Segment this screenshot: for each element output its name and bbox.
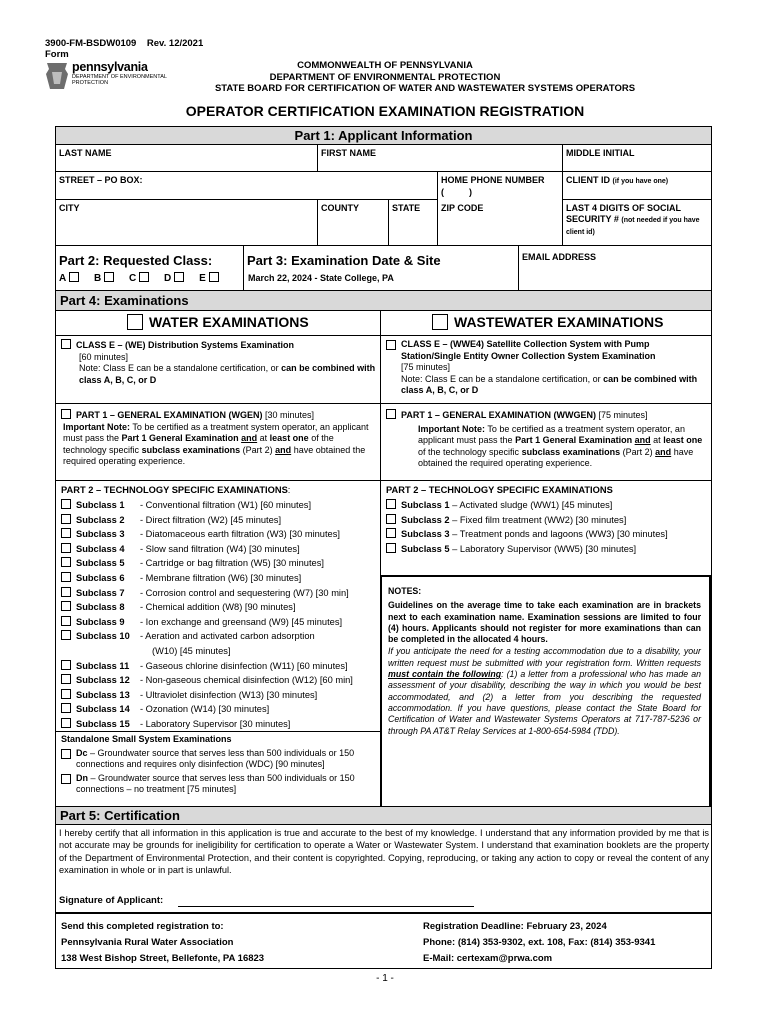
water-subclass-row[interactable]: Subclass 14 - Ozonation (W14) [30 minutes] — [61, 702, 379, 717]
dc-exam[interactable]: Dc – Groundwater source that serves less than 500 individuals or 150 connections and requires only disinfection (WDC) [90 minutes] — [61, 748, 377, 771]
water-subclass-row[interactable]: Subclass 6 - Membrane filtration (W6) [30 minutes] — [61, 571, 379, 586]
part2-header: Part 2: Requested Class: — [59, 253, 213, 268]
water-subclass-row[interactable]: Subclass 9 - Ion exchange and greensand (W9) [45 minutes] — [61, 615, 379, 630]
logo-wordmark: pennsylvania — [72, 60, 148, 74]
wastewater-subclass-row[interactable]: Subclass 5 – Laboratory Supervisor (WW5) [30 minutes] — [386, 542, 708, 557]
class-c-checkbox[interactable] — [139, 272, 149, 282]
water-subclass-row[interactable]: Subclass 15 - Laboratory Supervisor [30 minutes] — [61, 717, 379, 732]
part1-header: Part 1: Applicant Information — [56, 127, 711, 144]
water-class-e-checkbox[interactable] — [61, 339, 71, 349]
part3-header: Part 3: Examination Date & Site — [247, 253, 441, 268]
water-part1-general: PART 1 – GENERAL EXAMINATION (WGEN) [30 minutes] Important Note: To be certified as a treatment system operator, an applicant must pass the Part 1 General Examination and at least one of the technology specific subclass examinations (Part 2) and have obtained the required operating experience. — [63, 410, 369, 466]
water-subclass-row[interactable]: Subclass 12 - Non-gaseous chemical disinfection (W12) [60 min] — [61, 673, 379, 688]
wastewater-wwgen-checkbox[interactable] — [386, 409, 396, 419]
wastewater-part1-general: PART 1 – GENERAL EXAMINATION (WWGEN) [75 minutes] Important Note: To be certified as a treatment system operator, an applicant must pass the Part 1 General Examination and at least one of the technology specific subclass examinations (Part 2) and have obtained the required operating experience. — [386, 409, 708, 470]
wastewater-exams-header: WASTEWATER EXAMINATIONS — [432, 314, 663, 330]
signature-line[interactable] — [178, 906, 474, 907]
class-b-checkbox[interactable] — [104, 272, 114, 282]
subclass-10-cont: (W10) [45 minutes] — [152, 645, 231, 656]
form-code: 3900-FM-BSDW0109 Rev. 12/2021 — [45, 38, 204, 49]
class-a-checkbox[interactable] — [69, 272, 79, 282]
form-title: OPERATOR CERTIFICATION EXAMINATION REGISTRATION — [185, 103, 585, 119]
dn-exam[interactable]: Dn – Groundwater source that serves less than 500 individuals or 150 connections – no treatment [75 minutes] — [61, 773, 377, 796]
class-d-checkbox[interactable] — [174, 272, 184, 282]
water-subclass-row[interactable]: Subclass 4 - Slow sand filtration (W4) [30 minutes] — [61, 542, 379, 557]
class-checkboxes: A B C D E — [59, 272, 224, 284]
logo-dept: DEPARTMENT OF ENVIRONMENTAL PROTECTION — [72, 74, 167, 86]
water-exams-header: WATER EXAMINATIONS — [127, 314, 309, 330]
water-part2-title: PART 2 – TECHNOLOGY SPECIFIC EXAMINATIONS: — [61, 485, 291, 495]
water-subclass-row[interactable]: Subclass 13 - Ultraviolet disinfection (W13) [30 minutes] — [61, 688, 379, 703]
wastewater-subclass-row[interactable]: Subclass 3 – Treatment ponds and lagoons (WW3) [30 minutes] — [386, 527, 708, 542]
water-subclass-list — [61, 498, 379, 732]
water-subclass-row[interactable]: Subclass 3 - Diatomaceous earth filtration (W3) [30 minutes] — [61, 527, 379, 542]
ssn-label: LAST 4 DIGITS OF SOCIAL SECURITY # (not needed if you have client id) — [566, 203, 700, 236]
phone-area-code: ( ) — [441, 187, 472, 197]
water-wgen-checkbox[interactable] — [61, 409, 71, 419]
water-subclass-row[interactable]: Subclass 5 - Cartridge or bag filtration (W5) [30 minutes] — [61, 556, 379, 571]
wastewater-class-e-checkbox[interactable] — [386, 340, 396, 350]
water-subclass-row[interactable]: Subclass 2 - Direct filtration (W2) [45 minutes] — [61, 513, 379, 528]
water-subclass-row[interactable]: Subclass 1 - Conventional filtration (W1) [60 minutes] — [61, 498, 379, 513]
email-label: EMAIL ADDRESS — [522, 252, 597, 262]
certification-statement: I hereby certify that all information in this application is true and accurate to the best of my knowledge. I understand that any information provided by me that is not accurate may be grounds for ineligibility for certification to operate a Water or Wastewater System. I understand that examination booklets are the property of the Department of Environmental Protection, and their content is copyrighted. Copying, reproducing, or taking any action to copy or reveal the content of any examination in whole or in part is unlawful. — [59, 828, 709, 875]
home-phone-label: HOME PHONE NUMBER — [441, 175, 545, 185]
wastewater-class-e: CLASS E – (WWE4) Satellite Collection System with Pump Station/Single Entity Owner Collection System Examination [75 minutes] Note: Class E can be a standalone certification, or can be combined with class A, B, C, or D — [386, 339, 708, 397]
city-label: CITY — [59, 203, 80, 213]
send-to-block: Send this completed registration to: Pennsylvania Rural Water Association 138 West Bishop Street, Bellefonte, PA 16823 — [61, 921, 265, 964]
middle-initial-label: MIDDLE INITIAL — [566, 148, 635, 158]
notes-box: NOTES: Guidelines on the average time to take each examination are in brackets next to each examination name. Examination sessions are limited to four (4) hours. Applicants should not register for more examinations than can be completed in the allocated 4 hours. If you anticipate the need for a testing accommodation due to a disability, your written request must be submitted with your registration form. Written requests must contain the following: (1) a letter from a professional who has made an assessment of your disability, describing the way in which you would be best accommodated, and (2) a letter from you describing the requested accommodation. If you have questions, please contact the State Board for Certification of Water and Wastewater Systems Operators at 717-787-5236 or through PA AT&T Relay Services at 1-800-654-5984 (TDD). — [380, 575, 711, 808]
wastewater-subclass-row[interactable]: Subclass 1 – Activated sludge (WW1) [45 minutes] — [386, 498, 708, 513]
class-e-checkbox[interactable] — [209, 272, 219, 282]
zip-label: ZIP CODE — [441, 203, 484, 213]
standalone-exams: Standalone Small System Examinations Dc – Groundwater source that serves less than 500 individuals or 150 connections and requires only disinfection (WDC) [90 minutes] Dn – Groundwater source that serves less than 500 individuals or 150 connections – no treatment [75 minutes] — [61, 734, 377, 796]
part5-header: Part 5: Certification — [56, 807, 711, 824]
agency-block: COMMONWEALTH OF PENNSYLVANIA DEPARTMENT OF ENVIRONMENTAL PROTECTION STATE BOARD FOR CERTIFICATION OF WATER AND WASTEWATER SYSTEMS OPERATORS — [214, 60, 636, 94]
county-label: COUNTY — [321, 203, 359, 213]
water-class-e: CLASS E – (WE) Distribution Systems Examination [60 minutes] Note: Class E can be a standalone certification, or can be combined with class A, B, C, or D — [61, 339, 376, 386]
wastewater-subclass-list — [386, 498, 708, 556]
water-subclass-row[interactable]: Subclass 11 - Gaseous chlorine disinfection (W11) [60 minutes] — [61, 659, 379, 674]
page-number: - 1 - — [376, 973, 394, 984]
state-label: STATE — [392, 203, 421, 213]
last-name-label: LAST NAME — [59, 148, 112, 158]
water-exams-checkbox[interactable] — [127, 314, 143, 330]
wastewater-exams-checkbox[interactable] — [432, 314, 448, 330]
water-subclass-row[interactable]: Subclass 10 - Aeration and activated carbon adsorption — [61, 629, 379, 644]
first-name-label: FIRST NAME — [321, 148, 376, 158]
street-label: STREET – PO BOX: — [59, 175, 143, 185]
form-word: Form — [45, 49, 69, 60]
part4-header: Part 4: Examinations — [56, 291, 711, 310]
water-subclass-row[interactable]: Subclass 7 - Corrosion control and sequestering (W7) [30 min] — [61, 586, 379, 601]
wastewater-part2-title: PART 2 – TECHNOLOGY SPECIFIC EXAMINATIONS — [386, 485, 613, 495]
deadline-block: Registration Deadline: February 23, 2024 Phone: (814) 353-9302, ext. 108, Fax: (814) 353-9341 E-Mail: certexam@prwa.com — [423, 921, 656, 964]
water-subclass-row[interactable]: Subclass 8 - Chemical addition (W8) [90 minutes] — [61, 600, 379, 615]
signature-label: Signature of Applicant: — [59, 895, 164, 906]
wastewater-subclass-row[interactable]: Subclass 2 – Fixed film treatment (WW2) [30 minutes] — [386, 513, 708, 528]
client-id-label: CLIENT ID (if you have one) — [566, 175, 669, 185]
exam-date-site: March 22, 2024 - State College, PA — [248, 273, 394, 283]
